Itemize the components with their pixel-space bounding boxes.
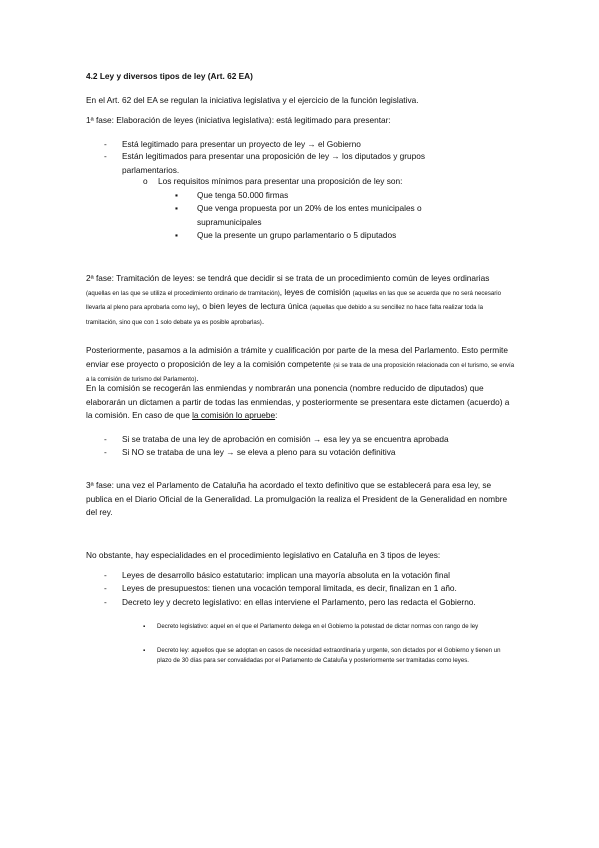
circle-marker: o xyxy=(143,176,148,186)
dash-marker: - xyxy=(104,583,107,593)
comision-paragraph: En la comisión se recogerán las enmiendas y nombrarán una ponencia (nombre reducido de diputados) que elaborarán un dictamen a partir de todas las enmiendas, y posteriormente se presentara este dictamen (acuerdo) a la comisión. En caso de que la comisión lo apruebe: xyxy=(86,383,510,420)
document-page: 4.2 Ley y diversos tipos de ley (Art. 62 EA) En el Art. 62 del EA se regulan la iniciativa legislativa y el ejercicio de la función legislativa. 1ª fase: Elaboración de leyes (iniciativa legislativa): está legitimado para presentar: - Está legitimado para presentar un proyecto de ley → el Gobierno - Están legitimados para presentar una proposición de ley → los diputados y grupos parlamentarios. o Los requisitos mínimos para presentar una proposición de ley son: ▪ Que tenga 50.000 firmas ▪ Que venga propuesta por un 20% de los entes municipales o supramunicipales ▪ Que la presente un grupo parlamentario o 5 diputados 2ª fase: Tramitación de leyes: se tendrá que decidir si se trata de un procedimiento común de leyes ordinarias (aquellas en las que se utiliza el procedimiento ordinario de tramitación), leyes de comisión (aquellas en las que se acuerda que no será necesario llevarla al pleno para aprobarla como ley), o bien leyes de lectura única (aquellas que debido a su sencillez no hace falta realizar toda la tramitación, sino que con 1 solo debate ya es posible aprobarlas). Posteriormente, pasamos a la admisión a trámite y cualificación por parte de la mesa del Parlamento. Esto permite enviar ese proyecto o proposición de ley a la comisión competente (si se trata de una proposición relacionada con el turismo, se envía a la comisión de turismo del Parlamento). En la comisión se recogerán las enmiendas y nombrarán una ponencia (nombre reducido de diputados) que elaborarán un dictamen a partir de todas las enmiendas, y posteriormente se presentara este dictamen (acuerdo) a la comisión. En caso de que la comisión lo apruebe: - Si se trataba de una ley de aprobación en comisión → esa ley ya se encuentra aprobada - Si NO se trataba de una ley → se eleva a pleno para su votación definitiva 3ª fase: una vez el Parlamento de Cataluña ha acordado el texto definitivo que se establecerá para esa ley, se publica en el Diario Oficial de la Generalidad. La promulgación la realiza el President de la Generalidad en nombre del rey. No obstante, hay especialidades en el procedimiento legislativo en Cataluña en 3 tipos de leyes: - Leyes de desarrollo básico estatutario: implican una mayoría absoluta en la votación final - Leyes de presupuestos: tienen una vocación temporal limitada, es decir, finalizan en 1 año. - Decreto ley y decreto legislativo: en ellas interviene el Parlamento, pero las redacta el Gobierno. ▪ Decreto legislativo: aquel en el que el Parlamento delega en el Gobierno la potestad de dictar normas con rango de ley ▪ Decreto ley: aquellos que se adoptan en casos de necesidad extraordinaria y urgente, son dictados por el Gobierno y tienen un plazo de 30 días para ser convalidadas por el Parlamento de Cataluña y posteriormente ser tramitadas como leyes. xyxy=(86,71,515,664)
fase2-paragraph: 2ª fase: Tramitación de leyes: se tendrá que decidir si se trata de un procedimiento común de leyes ordinarias (aquellas en las que se utiliza el procedimiento ordinario de tramitación), leyes de comisión (aquellas en las que se acuerda que no será necesario llevarla al pleno para aprobarla como ley), o bien leyes de lectura única (aquellas que debido a su sencillez no hace falta realizar toda la tramitación, sino que con 1 solo debate ya es posible aprobarlas). xyxy=(86,273,502,326)
square-marker: ▪ xyxy=(143,623,146,630)
dash-marker: - xyxy=(104,434,107,444)
square-marker: ▪ xyxy=(175,203,178,213)
dash-marker: - xyxy=(104,597,107,607)
dash-marker: - xyxy=(104,139,107,149)
dash-marker: - xyxy=(104,570,107,580)
dash-marker: - xyxy=(104,447,107,457)
square-marker: ▪ xyxy=(143,647,146,654)
dash-marker: - xyxy=(104,151,107,161)
fase3-paragraph: 3ª fase: una vez el Parlamento de Cataluña ha acordado el texto definitivo que se establecerá para esa ley, se publica en el Diario Oficial de la Generalidad. La promulgación la realiza el President de la Generalidad en nombre del rey. xyxy=(86,480,508,517)
intro-paragraph: En el Art. 62 del EA se regulan la iniciativa legislativa y el ejercicio de la función legislativa. xyxy=(86,95,419,105)
section-title: 4.2 Ley y diversos tipos de ley (Art. 62 EA) xyxy=(86,71,253,81)
especialidades-intro: No obstante, hay especialidades en el procedimiento legislativo en Cataluña en 3 tipos de leyes: xyxy=(86,550,441,560)
fase1-heading: 1ª fase: Elaboración de leyes (iniciativa legislativa): está legitimado para presentar: xyxy=(86,115,391,125)
admision-paragraph: Posteriormente, pasamos a la admisión a trámite y cualificación por parte de la mesa del Parlamento. Esto permite enviar ese proyecto o proposición de ley a la comisión competente (si se trata de una proposición relacionada con el turismo, se envía a la comisión de turismo del Parlamento). xyxy=(86,345,515,383)
square-marker: ▪ xyxy=(175,230,178,240)
square-marker: ▪ xyxy=(175,190,178,200)
